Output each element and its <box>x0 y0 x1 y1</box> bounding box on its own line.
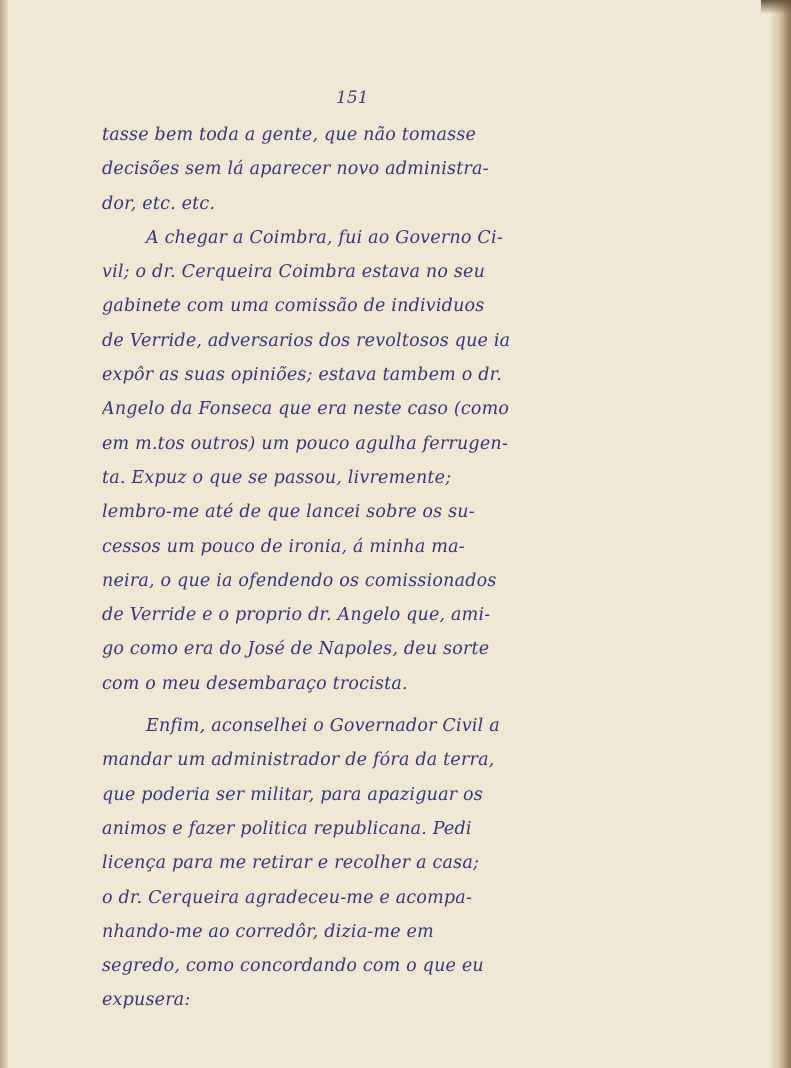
text-line-paragraph-start: A chegar a Coimbra, fui ao Governo Ci- <box>146 227 503 248</box>
page-number: 151 <box>336 88 369 108</box>
text-line: Angelo da Fonseca que era neste caso (como <box>102 399 510 420</box>
text-line: de Verride e o proprio dr. Angelo que, ami- <box>102 605 491 626</box>
text-line: o dr. Cerqueira agradeceu-me e acompa- <box>102 887 473 908</box>
text-line: lembro-me até de que lancei sobre os su- <box>102 502 475 523</box>
text-line: decisões sem lá aparecer novo administra- <box>102 159 489 180</box>
text-line: dor, etc. etc. <box>102 193 216 214</box>
text-line: tasse bem toda a gente, que não tomasse <box>102 125 477 145</box>
text-line: nhando-me ao corredôr, dizia-me em <box>102 921 434 942</box>
text-line: ta. Expuz o que se passou, livremente; <box>102 467 452 488</box>
text-line: go como era do José de Napoles, deu sorte <box>102 639 490 660</box>
text-line: segredo, como concordando com o que eu <box>102 956 484 977</box>
text-line: com o meu desembaraço trocista. <box>102 673 408 694</box>
text-line: neira, o que ia ofendendo os comissionados <box>102 570 497 591</box>
handwritten-text-block <box>102 118 617 1018</box>
text-line: expusera: <box>102 990 191 1011</box>
page-left-edge <box>0 0 8 1068</box>
text-line: cessos um pouco de ironia, á minha ma- <box>102 536 465 557</box>
text-line: em m.tos outros) um pouco agulha ferrugen- <box>102 433 508 454</box>
text-line: animos e fazer politica republicana. Pedi <box>102 818 472 839</box>
text-line: licença para me retirar e recolher a casa; <box>102 853 480 874</box>
page-corner-shadow <box>761 0 791 14</box>
text-line-paragraph-start: Enfim, aconselhei o Governador Civil a <box>146 716 500 737</box>
text-line: expôr as suas opiniões; estava tambem o dr. <box>102 365 502 386</box>
text-line: vil; o dr. Cerqueira Coimbra estava no seu <box>102 262 486 283</box>
text-line: mandar um administrador de fóra da terra, <box>102 750 495 771</box>
text-line: gabinete com uma comissão de individuos <box>102 296 485 317</box>
paragraph-gap <box>102 701 617 709</box>
text-line: de Verride, adversarios dos revoltosos que ia <box>102 330 511 351</box>
page-right-edge <box>771 0 791 1068</box>
text-line: que poderia ser militar, para apaziguar os <box>102 784 483 805</box>
